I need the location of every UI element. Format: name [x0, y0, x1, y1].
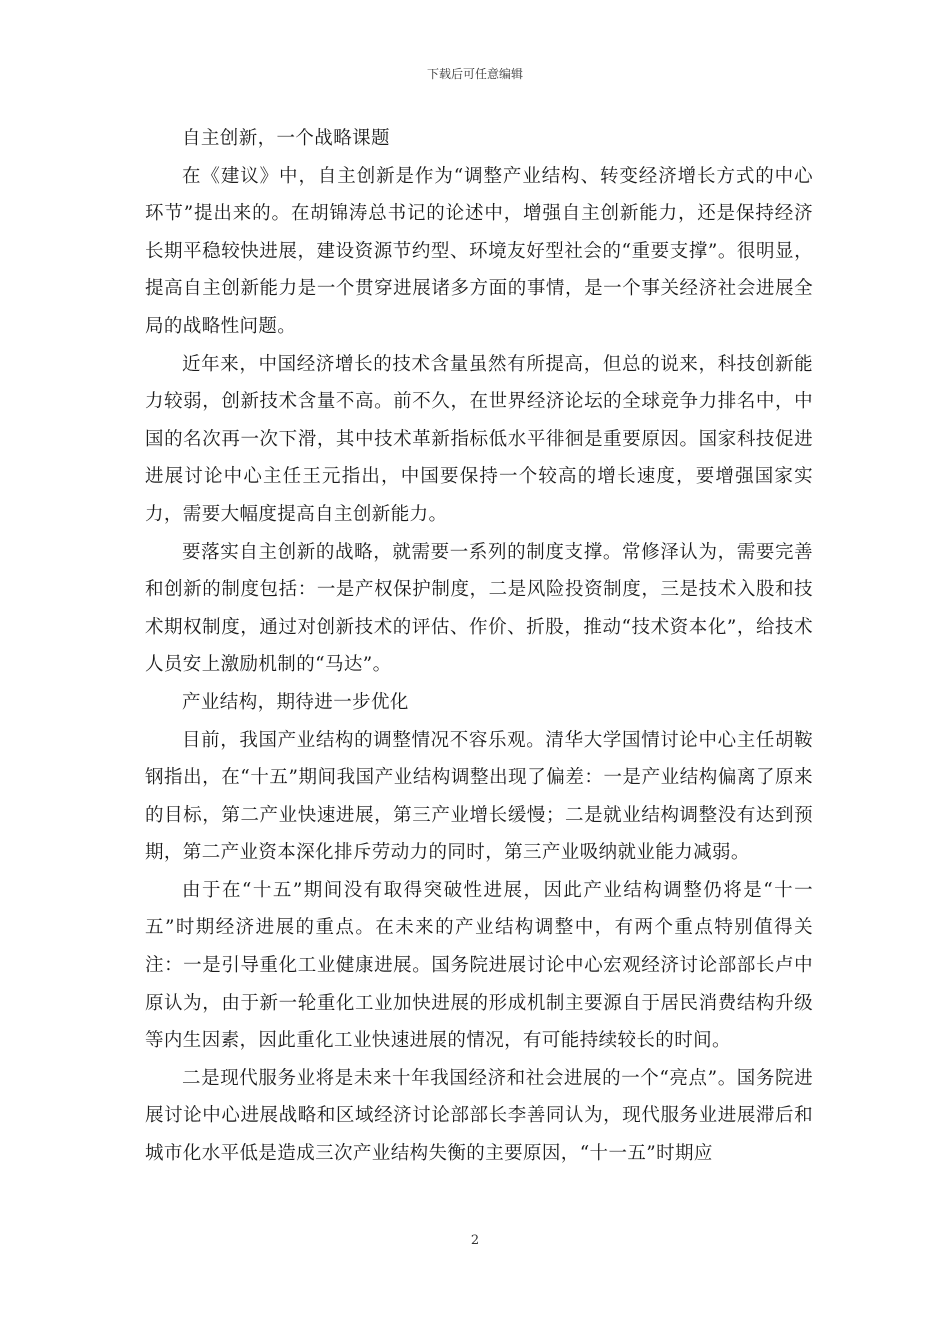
section-heading-innovation: 自主创新，一个战略课题 — [182, 128, 390, 149]
page-number: 2 — [470, 1233, 480, 1248]
paragraph: 近年来，中国经济增长的技术含量虽然有所提高，但总的说来，科技创新能力较弱，创新技术含量不高。前不久，在世界经济论坛的全球竞争力排名中，中国的名次再一次下滑，其中技术革新指标低水平徘徊是重要原因。国家科技促进进展讨论中心主任王元指出，中国要保持一个较高的增长速度，要增强国家实力，需要大幅度提高自主创新能力。 — [145, 353, 813, 525]
document-body — [145, 120, 813, 1173]
page-header: 下载后可任意编辑 — [426, 67, 523, 81]
section-heading-industry-structure: 产业结构，期待进一步优化 — [182, 691, 409, 713]
paragraph: 目前，我国产业结构的调整情况不容乐观。清华大学国情讨论中心主任胡鞍钢指出，在“十五”期间我国产业结构调整出现了偏差：一是产业结构偏离了原来的目标，第二产业快速进展，第三产业增长缓慢；二是就业结构调整没有达到预期，第二产业资本深化排斥劳动力的同时，第三产业吸纳就业能力减弱。 — [145, 729, 813, 864]
paragraph: 由于在“十五”期间没有取得突破性进展，因此产业结构调整仍将是“十一五”时期经济进展的重点。在未来的产业结构调整中，有两个重点特别值得关注：一是引导重化工业健康进展。国务院进展讨论中心宏观经济讨论部部长卢中原认为，由于新一轮重化工业加快进展的形成机制主要源自于居民消费结构升级等内生因素，因此重化工业快速进展的情况，有可能持续较长的时间。 — [145, 879, 813, 1052]
paragraph: 要落实自主创新的战略，就需要一系列的制度支撑。常修泽认为，需要完善和创新的制度包括：一是产权保护制度，二是风险投资制度，三是技术入股和技术期权制度，通过对创新技术的评估、作价、折股，推动“技术资本化”，给技术人员安上激励机制的“马达”。 — [145, 541, 813, 676]
paragraph: 在《建议》中，自主创新是作为“调整产业结构、转变经济增长方式的中心环节”提出来的。在胡锦涛总书记的论述中，增强自主创新能力，还是保持经济长期平稳较快进展，建设资源节约型、环境友好型社会的“重要支撑”。很明显，提高自主创新能力是一个贯穿进展诸多方面的事情，是一个事关经济社会进展全局的战略性问题。 — [145, 165, 813, 337]
paragraph: 二是现代服务业将是未来十年我国经济和社会进展的一个“亮点”。国务院进展讨论中心进展战略和区域经济讨论部部长李善同认为，现代服务业进展滞后和城市化水平低是造成三次产业结构失衡的主要原因，“十一五”时期应 — [145, 1067, 813, 1165]
